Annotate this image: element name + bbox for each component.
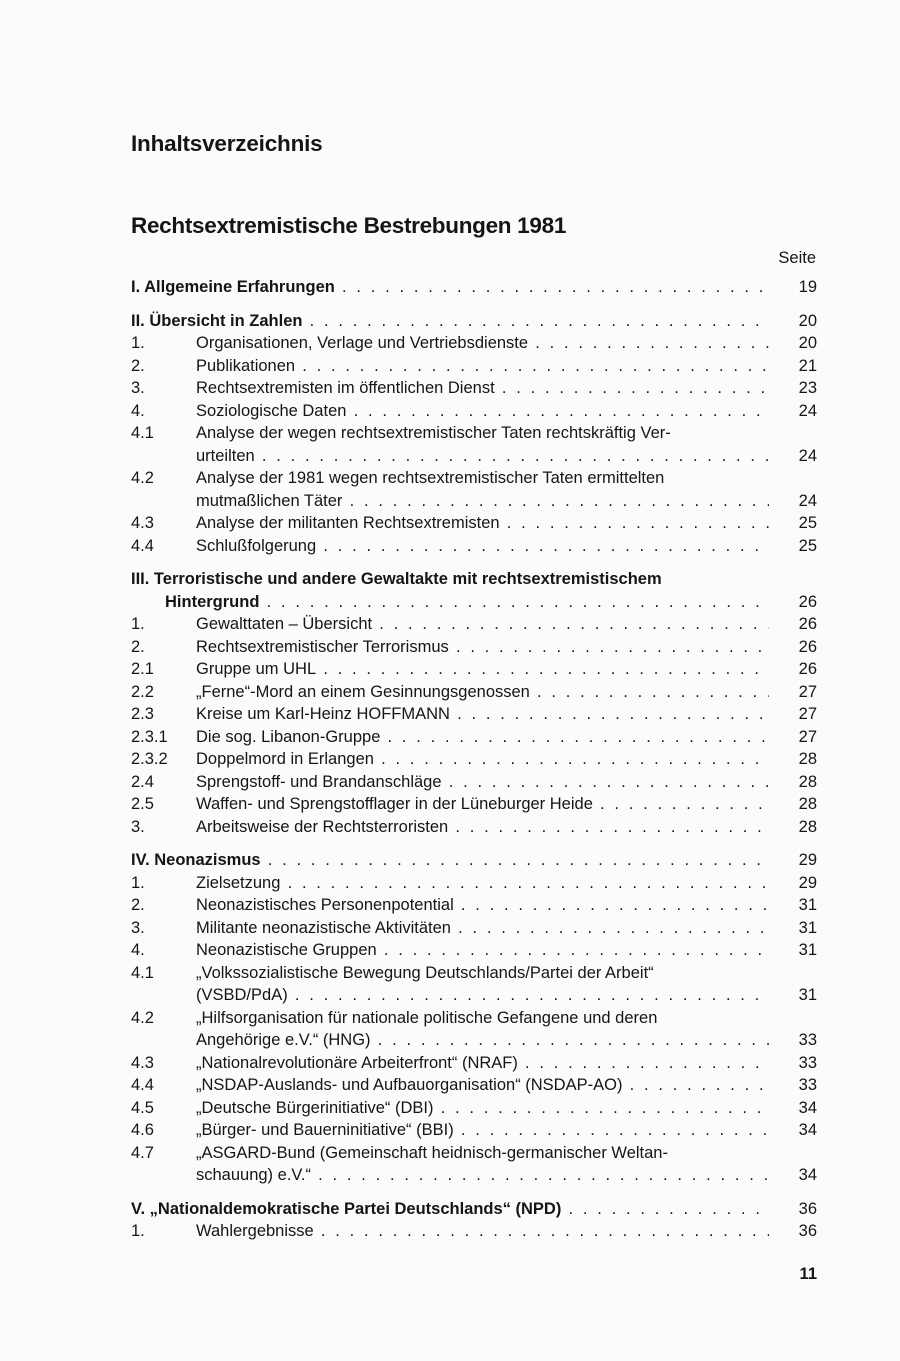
toc-entry-title: „NSDAP-Auslands- und Aufbauorganisation“ (NSDAP-AO) . . . <box>196 1074 769 1097</box>
toc-entry-title: Neonazistisches Personenpotential . . . <box>196 894 769 917</box>
toc-entry-title: „Volkssozialistische Bewegung Deutschlands/Partei der Arbeit“ <box>196 963 654 982</box>
toc-entry-title: Rechtsextremistischer Terrorismus . . . <box>196 636 769 659</box>
toc-entry-title: Schlußfolgerung . . . <box>196 535 769 558</box>
toc-entry-page: 21 <box>798 356 817 375</box>
toc-row <box>131 355 817 378</box>
page-column-header: Seite <box>778 249 816 267</box>
toc-entry-title: „Ferne“-Mord an einem Gesinnungsgenossen . . . <box>196 681 769 704</box>
toc-entry-number: 2. <box>131 637 145 656</box>
toc-entry-title: Soziologische Daten . . . <box>196 400 769 423</box>
toc-entry-page: 26 <box>798 660 817 678</box>
toc-entry-title: Organisationen, Verlage und Vertriebsdienste . . . <box>196 332 769 355</box>
toc-entry-page: 28 <box>798 817 817 836</box>
toc-row <box>131 1074 817 1097</box>
toc-entry-title: „Nationalrevolutionäre Arbeiterfront“ (NRAF) . . . <box>196 1052 769 1075</box>
toc-entry-number: 3. <box>131 379 145 397</box>
toc-entry-number: 2.3 <box>131 705 154 723</box>
toc-entry-number: 4. <box>131 941 145 959</box>
toc-entry-number: 1. <box>131 334 145 352</box>
toc-entry-number: 2.2 <box>131 682 154 701</box>
toc-row <box>131 535 817 558</box>
toc-entry-page: 28 <box>798 795 817 813</box>
toc-entry-page: 28 <box>798 772 817 791</box>
toc-row <box>131 703 817 726</box>
toc-row <box>131 894 817 917</box>
toc-section-row <box>131 591 817 614</box>
toc-entry-title: Neonazistische Gruppen . . . <box>196 939 769 962</box>
toc-section-row <box>131 849 817 872</box>
toc-entry-number: 2.1 <box>131 660 154 678</box>
toc-row <box>131 422 817 445</box>
toc-row <box>131 681 817 704</box>
toc-row <box>131 512 817 535</box>
toc-entry-title: Waffen- und Sprengstofflager in der Lüneburger Heide . . . <box>196 793 769 816</box>
toc-entry-page: 20 <box>798 311 817 330</box>
toc-entry-title: Analyse der wegen rechtsextremistischer Taten rechtskräftig Ver- <box>196 424 671 442</box>
toc-entry-page: 19 <box>798 278 817 296</box>
toc-row <box>131 984 817 1007</box>
toc-entry-title: Analyse der 1981 wegen rechtsextremistischer Taten ermittelten <box>196 469 665 487</box>
toc-entry-number: 2.4 <box>131 772 154 791</box>
toc-entry-title: Publikationen . . . <box>196 355 769 378</box>
toc-entry-title: Sprengstoff- und Brandanschläge . . . <box>196 771 769 794</box>
table-of-contents <box>131 276 817 1243</box>
toc-entry-page: 26 <box>798 592 817 611</box>
toc-row <box>131 726 817 749</box>
toc-entry-title: „Bürger- und Bauerninitiative“ (BBI) . . . <box>196 1119 769 1142</box>
toc-row <box>131 445 817 468</box>
toc-entry-title: Zielsetzung . . . <box>196 872 769 895</box>
toc-entry-title: urteilten . . . <box>196 445 769 468</box>
toc-row <box>131 1164 817 1187</box>
toc-row <box>131 793 817 816</box>
toc-entry-number: 3. <box>131 918 145 937</box>
toc-entry-page: 24 <box>798 446 817 465</box>
toc-entry-page: 26 <box>798 615 817 633</box>
toc-entry-title: „Deutsche Bürgerinitiative“ (DBI) . . . <box>196 1097 769 1120</box>
toc-entry-page: 27 <box>798 682 817 701</box>
toc-entry-number: 4.1 <box>131 963 154 982</box>
toc-row <box>131 332 817 355</box>
toc-entry-title: Militante neonazistische Aktivitäten . . . <box>196 917 769 940</box>
toc-row <box>131 1007 817 1030</box>
toc-entry-page: 24 <box>798 401 817 420</box>
toc-row <box>131 1097 817 1120</box>
toc-row <box>131 613 817 636</box>
toc-row <box>131 400 817 423</box>
toc-entry-number: 4.2 <box>131 1008 154 1027</box>
toc-entry-title: II. Übersicht in Zahlen . . . <box>131 310 769 333</box>
toc-entry-page: 29 <box>798 873 817 892</box>
toc-entry-title: Angehörige e.V.“ (HNG) . . . <box>196 1029 769 1052</box>
toc-row <box>131 636 817 659</box>
toc-entry-page: 23 <box>798 379 817 397</box>
toc-entry-title: mutmaßlichen Täter . . . <box>196 490 769 513</box>
toc-entry-title: Gewalttaten – Übersicht . . . <box>196 613 769 636</box>
toc-entry-title: IV. Neonazismus . . . <box>131 849 769 872</box>
toc-entry-page: 31 <box>798 896 817 914</box>
toc-row <box>131 377 817 400</box>
toc-row <box>131 490 817 513</box>
toc-row <box>131 872 817 895</box>
toc-entry-page: 29 <box>798 851 817 869</box>
toc-entry-page: 20 <box>798 334 817 352</box>
toc-row <box>131 1142 817 1165</box>
toc-row <box>131 658 817 681</box>
toc-row <box>131 748 817 771</box>
toc-entry-page: 36 <box>798 1222 817 1240</box>
toc-entry-number: 4.2 <box>131 469 154 487</box>
toc-entry-number: 4.6 <box>131 1121 154 1139</box>
toc-row <box>131 771 817 794</box>
toc-entry-page: 33 <box>798 1076 817 1094</box>
toc-row <box>131 1119 817 1142</box>
toc-entry-number: 1. <box>131 1222 145 1240</box>
toc-section-row <box>131 568 817 591</box>
toc-entry-title: Rechtsextremisten im öffentlichen Dienst . . . <box>196 377 769 400</box>
toc-entry-number: 2.3.1 <box>131 727 168 746</box>
document-subtitle: Rechtsextremistische Bestrebungen 1981 <box>131 213 567 238</box>
toc-entry-title: Arbeitsweise der Rechtsterroristen . . . <box>196 816 769 839</box>
toc-row <box>131 939 817 962</box>
page-title: Inhaltsverzeichnis <box>131 131 323 156</box>
toc-entry-page: 34 <box>798 1098 817 1117</box>
toc-entry-page: 27 <box>798 727 817 746</box>
toc-entry-number: 1. <box>131 615 145 633</box>
toc-entry-number: 2.5 <box>131 795 154 813</box>
toc-entry-title: Kreise um Karl-Heinz HOFFMANN . . . <box>196 703 769 726</box>
toc-entry-number: 4.4 <box>131 1076 154 1094</box>
toc-entry-title: V. „Nationaldemokratische Partei Deutschlands“ (NPD) . . . <box>131 1198 769 1221</box>
toc-entry-title: (VSBD/PdA) . . . <box>196 984 769 1007</box>
toc-entry-number: 4. <box>131 401 145 420</box>
toc-entry-page: 26 <box>798 637 817 656</box>
toc-entry-page: 31 <box>798 918 817 937</box>
toc-section-row <box>131 310 817 333</box>
toc-entry-page: 31 <box>798 941 817 959</box>
toc-entry-number: 2. <box>131 356 145 375</box>
toc-entry-number: 4.4 <box>131 536 154 555</box>
toc-entry-title: schauung) e.V.“ . . . <box>196 1164 769 1187</box>
page-number: 11 <box>799 1265 817 1283</box>
toc-entry-title: III. Terroristische und andere Gewaltakte mit rechtsextremistischem <box>131 570 662 588</box>
toc-row <box>131 1029 817 1052</box>
toc-entry-page: 36 <box>798 1199 817 1218</box>
toc-entry-title: Wahlergebnisse . . . <box>196 1220 769 1243</box>
toc-entry-title: Hintergrund . . . <box>165 591 769 614</box>
toc-entry-number: 4.1 <box>131 424 154 442</box>
toc-entry-number: 2.3.2 <box>131 750 168 768</box>
toc-entry-page: 27 <box>798 705 817 723</box>
toc-entry-title: „Hilfsorganisation für nationale politische Gefangene und deren <box>196 1008 658 1027</box>
toc-entry-page: 25 <box>798 536 817 555</box>
toc-entry-page: 28 <box>798 750 817 768</box>
toc-entry-page: 33 <box>798 1031 817 1049</box>
toc-row <box>131 816 817 839</box>
toc-row <box>131 467 817 490</box>
toc-entry-page: 33 <box>798 1053 817 1072</box>
toc-entry-title: „ASGARD-Bund (Gemeinschaft heidnisch-germanischer Weltan- <box>196 1143 668 1162</box>
toc-entry-number: 4.5 <box>131 1098 154 1117</box>
toc-entry-title: Gruppe um UHL . . . <box>196 658 769 681</box>
toc-entry-number: 3. <box>131 817 145 836</box>
toc-entry-number: 2. <box>131 896 145 914</box>
toc-entry-page: 24 <box>798 491 817 510</box>
toc-entry-title: Doppelmord in Erlangen . . . <box>196 748 769 771</box>
toc-entry-number: 1. <box>131 873 145 892</box>
toc-section-row <box>131 1198 817 1221</box>
toc-row <box>131 1052 817 1075</box>
toc-row <box>131 1220 817 1243</box>
toc-entry-page: 34 <box>798 1166 817 1184</box>
toc-entry-number: 4.3 <box>131 514 154 532</box>
toc-row <box>131 917 817 940</box>
toc-row <box>131 962 817 985</box>
toc-entry-title: Die sog. Libanon-Gruppe . . . <box>196 726 769 749</box>
toc-entry-page: 31 <box>798 986 817 1004</box>
toc-entry-title: I. Allgemeine Erfahrungen . . . <box>131 276 769 299</box>
toc-entry-page: 25 <box>798 514 817 532</box>
toc-entry-number: 4.7 <box>131 1143 154 1162</box>
toc-section-row <box>131 276 817 299</box>
toc-entry-title: Analyse der militanten Rechtsextremisten . . . <box>196 512 769 535</box>
toc-entry-page: 34 <box>798 1121 817 1139</box>
toc-entry-number: 4.3 <box>131 1053 154 1072</box>
